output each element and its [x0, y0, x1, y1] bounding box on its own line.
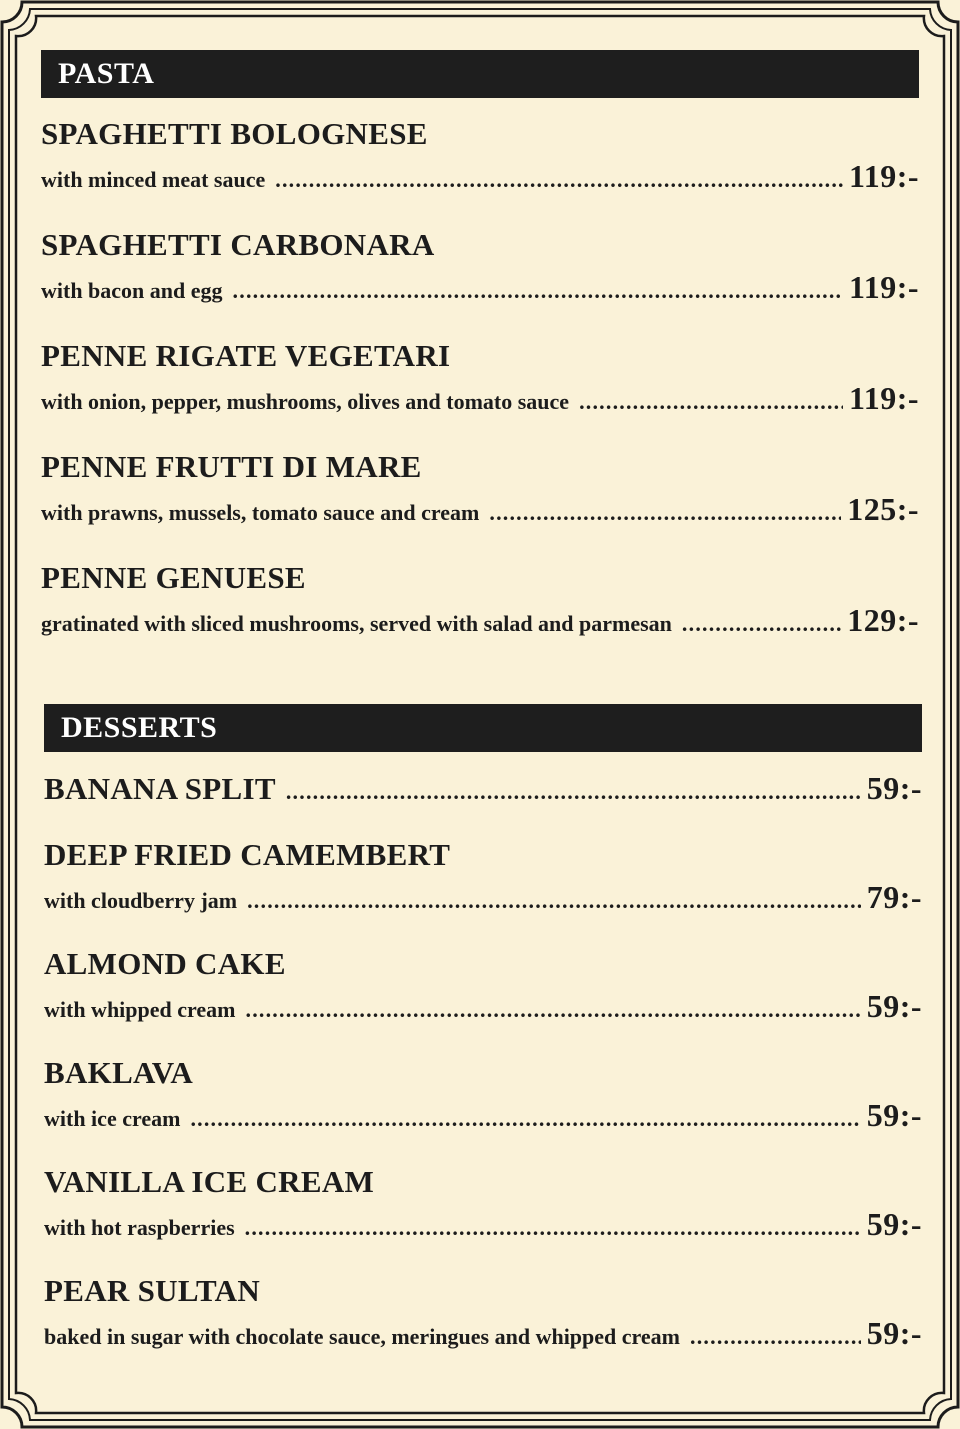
- item-description: with prawns, mussels, tomato sauce and cream: [41, 500, 480, 525]
- item-price: 119:-: [848, 269, 919, 305]
- item-price: 125:-: [847, 491, 919, 527]
- item-price: 59:-: [866, 1097, 922, 1133]
- item-description: baked in sugar with chocolate sauce, meringues and whipped cream: [44, 1324, 681, 1349]
- dot-leader: [233, 278, 843, 304]
- item-line: [44, 988, 922, 1025]
- item-line: [41, 602, 919, 639]
- menu-item: [41, 338, 919, 417]
- item-name: VANILLA ICE CREAM: [44, 1164, 375, 1199]
- item-line: [44, 1097, 922, 1134]
- menu-item: [41, 227, 919, 306]
- item-name: PEAR SULTAN: [44, 1273, 261, 1308]
- menu-item: [44, 946, 922, 1025]
- item-line: [41, 269, 919, 306]
- item-price: 79:-: [866, 879, 922, 915]
- item-description: with ice cream: [44, 1106, 181, 1131]
- dot-leader: [190, 1106, 860, 1132]
- item-name: SPAGHETTI BOLOGNESE: [41, 116, 428, 151]
- item-name: BAKLAVA: [44, 1055, 194, 1090]
- dot-leader: [275, 167, 843, 193]
- item-name: BANANA SPLIT: [44, 771, 276, 806]
- item-name: PENNE RIGATE VEGETARI: [41, 338, 451, 373]
- dot-leader: [286, 779, 861, 805]
- menu-item: [44, 1273, 922, 1352]
- item-description: gratinated with sliced mushrooms, served with salad and parmesan: [41, 611, 672, 636]
- item-line: [44, 770, 922, 807]
- item-price: 59:-: [866, 1315, 922, 1351]
- menu-item: [41, 449, 919, 528]
- item-price: 59:-: [866, 770, 922, 806]
- item-description: with hot raspberries: [44, 1215, 235, 1240]
- item-line: [41, 158, 919, 195]
- menu-item: [44, 1055, 922, 1134]
- item-line: [44, 1206, 922, 1243]
- item-line: [44, 1315, 922, 1352]
- menu-item: [44, 837, 922, 916]
- item-description: with onion, pepper, mushrooms, olives and tomato sauce: [41, 389, 570, 414]
- item-price: 129:-: [847, 602, 919, 638]
- menu-item: [41, 560, 919, 639]
- pasta-section: [41, 50, 919, 639]
- menu-item: [44, 770, 922, 807]
- item-price: 59:-: [866, 988, 922, 1024]
- item-name: DEEP FRIED CAMEMBERT: [44, 837, 451, 872]
- menu-item: [44, 1164, 922, 1243]
- item-description: with bacon and egg: [41, 278, 223, 303]
- item-line: [41, 380, 919, 417]
- item-name: SPAGHETTI CARBONARA: [41, 227, 435, 262]
- dot-leader: [489, 500, 841, 526]
- item-name: PENNE GENUESE: [41, 560, 306, 595]
- item-price: 119:-: [848, 380, 919, 416]
- dot-leader: [682, 611, 841, 637]
- section-title-desserts: DESSERTS: [44, 704, 922, 752]
- item-description: with minced meat sauce: [41, 167, 266, 192]
- item-name: ALMOND CAKE: [44, 946, 286, 981]
- menu-item: [41, 116, 919, 195]
- dot-leader: [690, 1324, 861, 1350]
- item-description: with cloudberry jam: [44, 888, 238, 913]
- section-title-pasta: PASTA: [41, 50, 919, 98]
- item-description: with whipped cream: [44, 997, 236, 1022]
- dot-leader: [246, 997, 861, 1023]
- desserts-section: [44, 704, 922, 1352]
- item-line: [44, 879, 922, 916]
- item-name: PENNE FRUTTI DI MARE: [41, 449, 422, 484]
- item-price: 119:-: [848, 158, 919, 194]
- dot-leader: [247, 888, 861, 914]
- dot-leader: [579, 389, 843, 415]
- item-price: 59:-: [866, 1206, 922, 1242]
- dot-leader: [245, 1215, 861, 1241]
- item-line: [41, 491, 919, 528]
